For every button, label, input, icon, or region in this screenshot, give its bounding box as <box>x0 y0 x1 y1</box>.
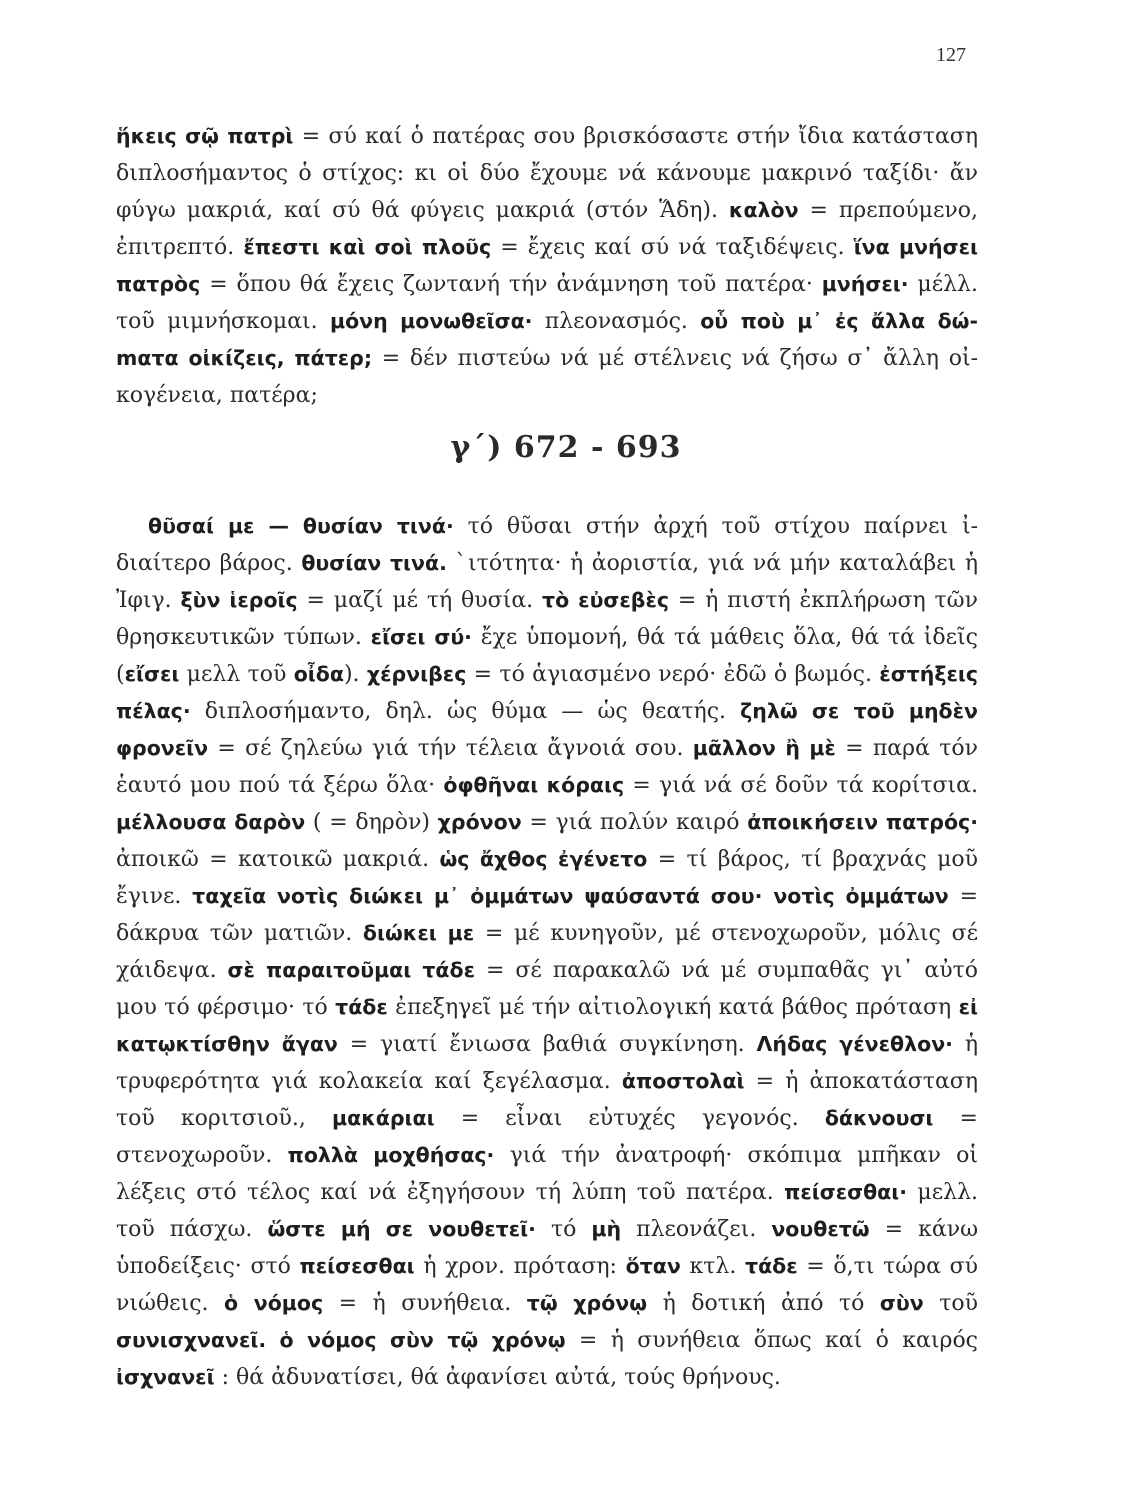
commentary-text: πλεονασμός. <box>532 309 701 334</box>
lemma-term: ὁ νόμος σὺν τῷ χρόνῳ <box>279 1328 566 1352</box>
commentary-text: = ἡ πιστή ἐκπλήρωση τῶν θρησκευτικῶν τύπων. <box>116 588 978 650</box>
commentary-text: ˋιτότητα· ἡ ἀοριστία, γιά νά μήν καταλάβει ἡ Ἰφιγ. <box>116 551 979 613</box>
commentary-text: κτλ. <box>680 1254 745 1279</box>
commentary-text: = σέ ζηλεύω γιά τήν τέλεια ἄγνοιά σου. <box>208 736 693 761</box>
commentary-text: = κάνω ὑποδείξεις· στό <box>116 1217 979 1279</box>
commentary-text: πλεονάζει. <box>621 1217 772 1242</box>
lemma-term: θῦσαί με — θυσίαν τινά· <box>148 514 454 538</box>
lemma-term: ἐστήξεις πέλας· <box>116 662 979 723</box>
lemma-term: σὲ παραιτοῦμαι τάδε <box>227 958 476 982</box>
commentary-text: ἡ χρον. πρόταση: <box>414 1254 626 1279</box>
commentary-text: = δέν πιστεύω νά μέ στέλνεις νά ζήσω σ᾽ ἄλλη οἰκογένεια, πατέρα; <box>116 346 979 408</box>
section-heading: γ΄) 672 - 693 <box>450 430 682 465</box>
lemma-term: χέρνιβες <box>366 662 467 686</box>
lemma-term: ταχεῖα νοτὶς διώκει μ᾽ ὀμμάτων ψαύσαντά σου· νοτὶς ὀμμάτων <box>192 884 949 908</box>
lemma-term: διώκει με <box>362 921 475 945</box>
commentary-text: = τό ἁγιασμένο νερό· ἐδῶ ὁ βωμός. <box>466 662 880 687</box>
lemma-term: ἰσχνανεῖ <box>116 1365 215 1389</box>
lemma-term: ὁ νόμος <box>224 1291 324 1315</box>
commentary-text: = ὅ,τι τώρα σύ νιώθεις. <box>116 1254 979 1316</box>
lemma-term: χρόνον <box>437 810 522 834</box>
commentary-text: τό <box>535 1217 592 1242</box>
lemma-term: ὅταν <box>625 1254 681 1278</box>
lemma-term: πείσεσθαι <box>299 1254 415 1278</box>
lemma-term: μᾶλλον ἢ μὲ <box>692 736 836 760</box>
commentary-text: ἀποικῶ = κατοικῶ μακριά. <box>116 847 440 872</box>
commentary-text: ἡ δοτική ἀπό τό <box>647 1291 880 1316</box>
lemma-term: οὗ ποὺ μ᾽ ἐς ἄλλα δώmατα οἰκίζεις, πάτερ; <box>116 309 978 370</box>
commentary-text: = μαζί μέ τή θυσία. <box>297 588 543 613</box>
commentary-text: τοῦ <box>923 1291 978 1316</box>
lemma-term: θυσίαν τινά. <box>301 551 447 575</box>
lemma-term: οἶδα <box>293 662 344 686</box>
commentary-paragraph-2 <box>116 508 978 1396</box>
lemma-term: τῷ χρόνῳ <box>526 1291 648 1315</box>
lemma-term: ξὺν ἱεροῖς <box>180 588 298 612</box>
commentary-text: = εἶναι εὐτυχές γεγονός. <box>434 1106 825 1131</box>
lemma-term: εἰ κατῳκτίσθην ἄγαν <box>116 995 978 1056</box>
lemma-term: ἥκεις σῷ πατρὶ <box>116 124 294 148</box>
commentary-text: = ἡ ἀποκατάσταση τοῦ κοριτσιοῦ., <box>116 1069 978 1131</box>
commentary-text: = γιά νά σέ δοῦν τά κορίτσια. <box>624 773 979 798</box>
lemma-term: δάκνουσι <box>824 1106 934 1130</box>
commentary-text: = ἡ συνήθεια. <box>323 1291 527 1316</box>
lemma-term: ἵνα μνήσει πατρὸς <box>116 235 978 296</box>
lemma-term: μὴ <box>591 1217 622 1241</box>
lemma-term: πολλὰ μοχθήσας· <box>287 1143 495 1167</box>
lemma-term: καλὸν <box>728 198 799 222</box>
page-number: 127 <box>936 44 966 66</box>
commentary-text: = στενοχωροῦν. <box>116 1106 978 1168</box>
commentary-text: ἐπεξηγεῖ μέ τήν αἰτιολογική κατά βάθος πρόταση <box>387 995 959 1020</box>
lemma-term: Λήδας γένεθλον· <box>756 1032 953 1056</box>
lemma-term: μακάριαι <box>332 1106 435 1130</box>
lemma-term: ὀφθῆναι κόραις <box>443 773 625 797</box>
commentary-text: τό θῦσαι στήν ἀρχή τοῦ στίχου παίρνει ἰδιαίτερο βάρος. <box>116 514 979 576</box>
lemma-term: ὥστε μή σε νουθετεῖ· <box>267 1217 536 1241</box>
commentary-text: μελλ. τοῦ πάσχω. <box>116 1180 979 1242</box>
commentary-text: ( = δηρὸν) <box>305 810 438 835</box>
commentary-text: = σέ παρακαλῶ νά μέ συμπαθᾶς γι᾽ αὐτό μου τό φέρσιμο· τό <box>116 958 978 1020</box>
commentary-text: διπλοσήμαντο, δηλ. ὡς θύμα — ὡς θεατής. <box>190 699 741 724</box>
commentary-text: = γιατί ἔνιωσα βαθιά συγκίνηση. <box>337 1032 757 1057</box>
lemma-term: εἴσει <box>124 662 180 686</box>
commentary-text: μελλ τοῦ <box>179 662 294 687</box>
lemma-term: σὺν <box>879 1291 924 1315</box>
commentary-text <box>266 1328 279 1353</box>
commentary-text: = μέ κυνηγοῦν, μέ στενοχωροῦν, μόλις σέ χάιδεψα. <box>116 921 978 983</box>
lemma-term: συνισχνανεῖ. <box>116 1328 267 1352</box>
commentary-text: μέλλ. τοῦ μιμνήσκομαι. <box>116 272 978 334</box>
commentary-text: : θά ἀδυνατίσει, θά ἀφανίσει αὐτά, τούς θρήνους. <box>214 1365 781 1390</box>
commentary-text: = πρεπούμενο, ἐπιτρεπτό. <box>116 198 978 260</box>
commentary-text: ἡ τρυφερότητα γιά κολακεία καί ξεγέλασμα. <box>116 1032 978 1094</box>
commentary-paragraph-1 <box>116 118 978 414</box>
commentary-text: = γιά πολύν καιρό <box>521 810 748 835</box>
commentary-text: ἔχε ὑπομονή, θά τά μάθεις ὅλα, θά τά ἰδεῖς ( <box>116 625 978 687</box>
lemma-term: ἀποικήσειν πατρός· <box>747 810 978 834</box>
lemma-term: νουθετῶ <box>771 1217 870 1241</box>
commentary-text: γιά τήν ἀνατροφή· σκόπιμα μπῆκαν οἱ λέξεις στό τέλος καί νά ἐξηγήσουν τή λύπη τοῦ πατέρα. <box>116 1143 979 1205</box>
commentary-text: = δάκρυα τῶν ματιῶν. <box>116 884 978 946</box>
lemma-term: μόνη μονωθεῖσα· <box>329 309 533 333</box>
lemma-term: μέλλουσα δαρὸν <box>116 810 306 834</box>
commentary-text: ). <box>343 662 367 687</box>
commentary-text: = σύ καί ὁ πατέρας σου βρισκόσαστε στήν ἴδια κατάσταση διπλοσήμαντος ὁ στίχος: κι οἱ δύο ἔχουμε νά κάνουμε μακρινό ταξίδι· ἄν φύγω μακριά, καί σύ θά φύγεις μακριά (στόν Ἅδη). <box>116 124 979 223</box>
lemma-term: πείσεσθαι· <box>784 1180 908 1204</box>
commentary-text: = τί βάρος, τί βραχνάς μοῦ ἔγινε. <box>116 847 978 909</box>
lemma-term: τὸ εὐσεβὲς <box>542 588 670 612</box>
commentary-text: = ὅπου θά ἔχεις ζωντανή τήν ἀνάμνηση τοῦ πατέρα· <box>200 272 822 297</box>
lemma-term: εἴσει σύ· <box>370 625 472 649</box>
lemma-term: ἔπεστι καὶ σοὶ πλοῦς <box>243 235 492 259</box>
lemma-term: ζηλῶ σε τοῦ μηδὲν φρονεῖν <box>116 699 979 760</box>
lemma-term: τάδε <box>744 1254 798 1278</box>
commentary-text: = ἡ συνήθεια ὅπως καί ὁ καιρός <box>565 1328 979 1353</box>
commentary-text: = παρά τόν ἑαυτό μου πού τά ξέρω ὅλα· <box>116 736 979 798</box>
lemma-term: τάδε <box>335 995 388 1019</box>
lemma-term: ὡς ἄχθος ἐγένετο <box>439 847 648 871</box>
lemma-term: ἀποστολαὶ <box>621 1069 745 1093</box>
lemma-term: μνήσει· <box>821 272 909 296</box>
commentary-text: = ἔχεις καί σύ νά ταξιδέψεις. <box>491 235 854 260</box>
